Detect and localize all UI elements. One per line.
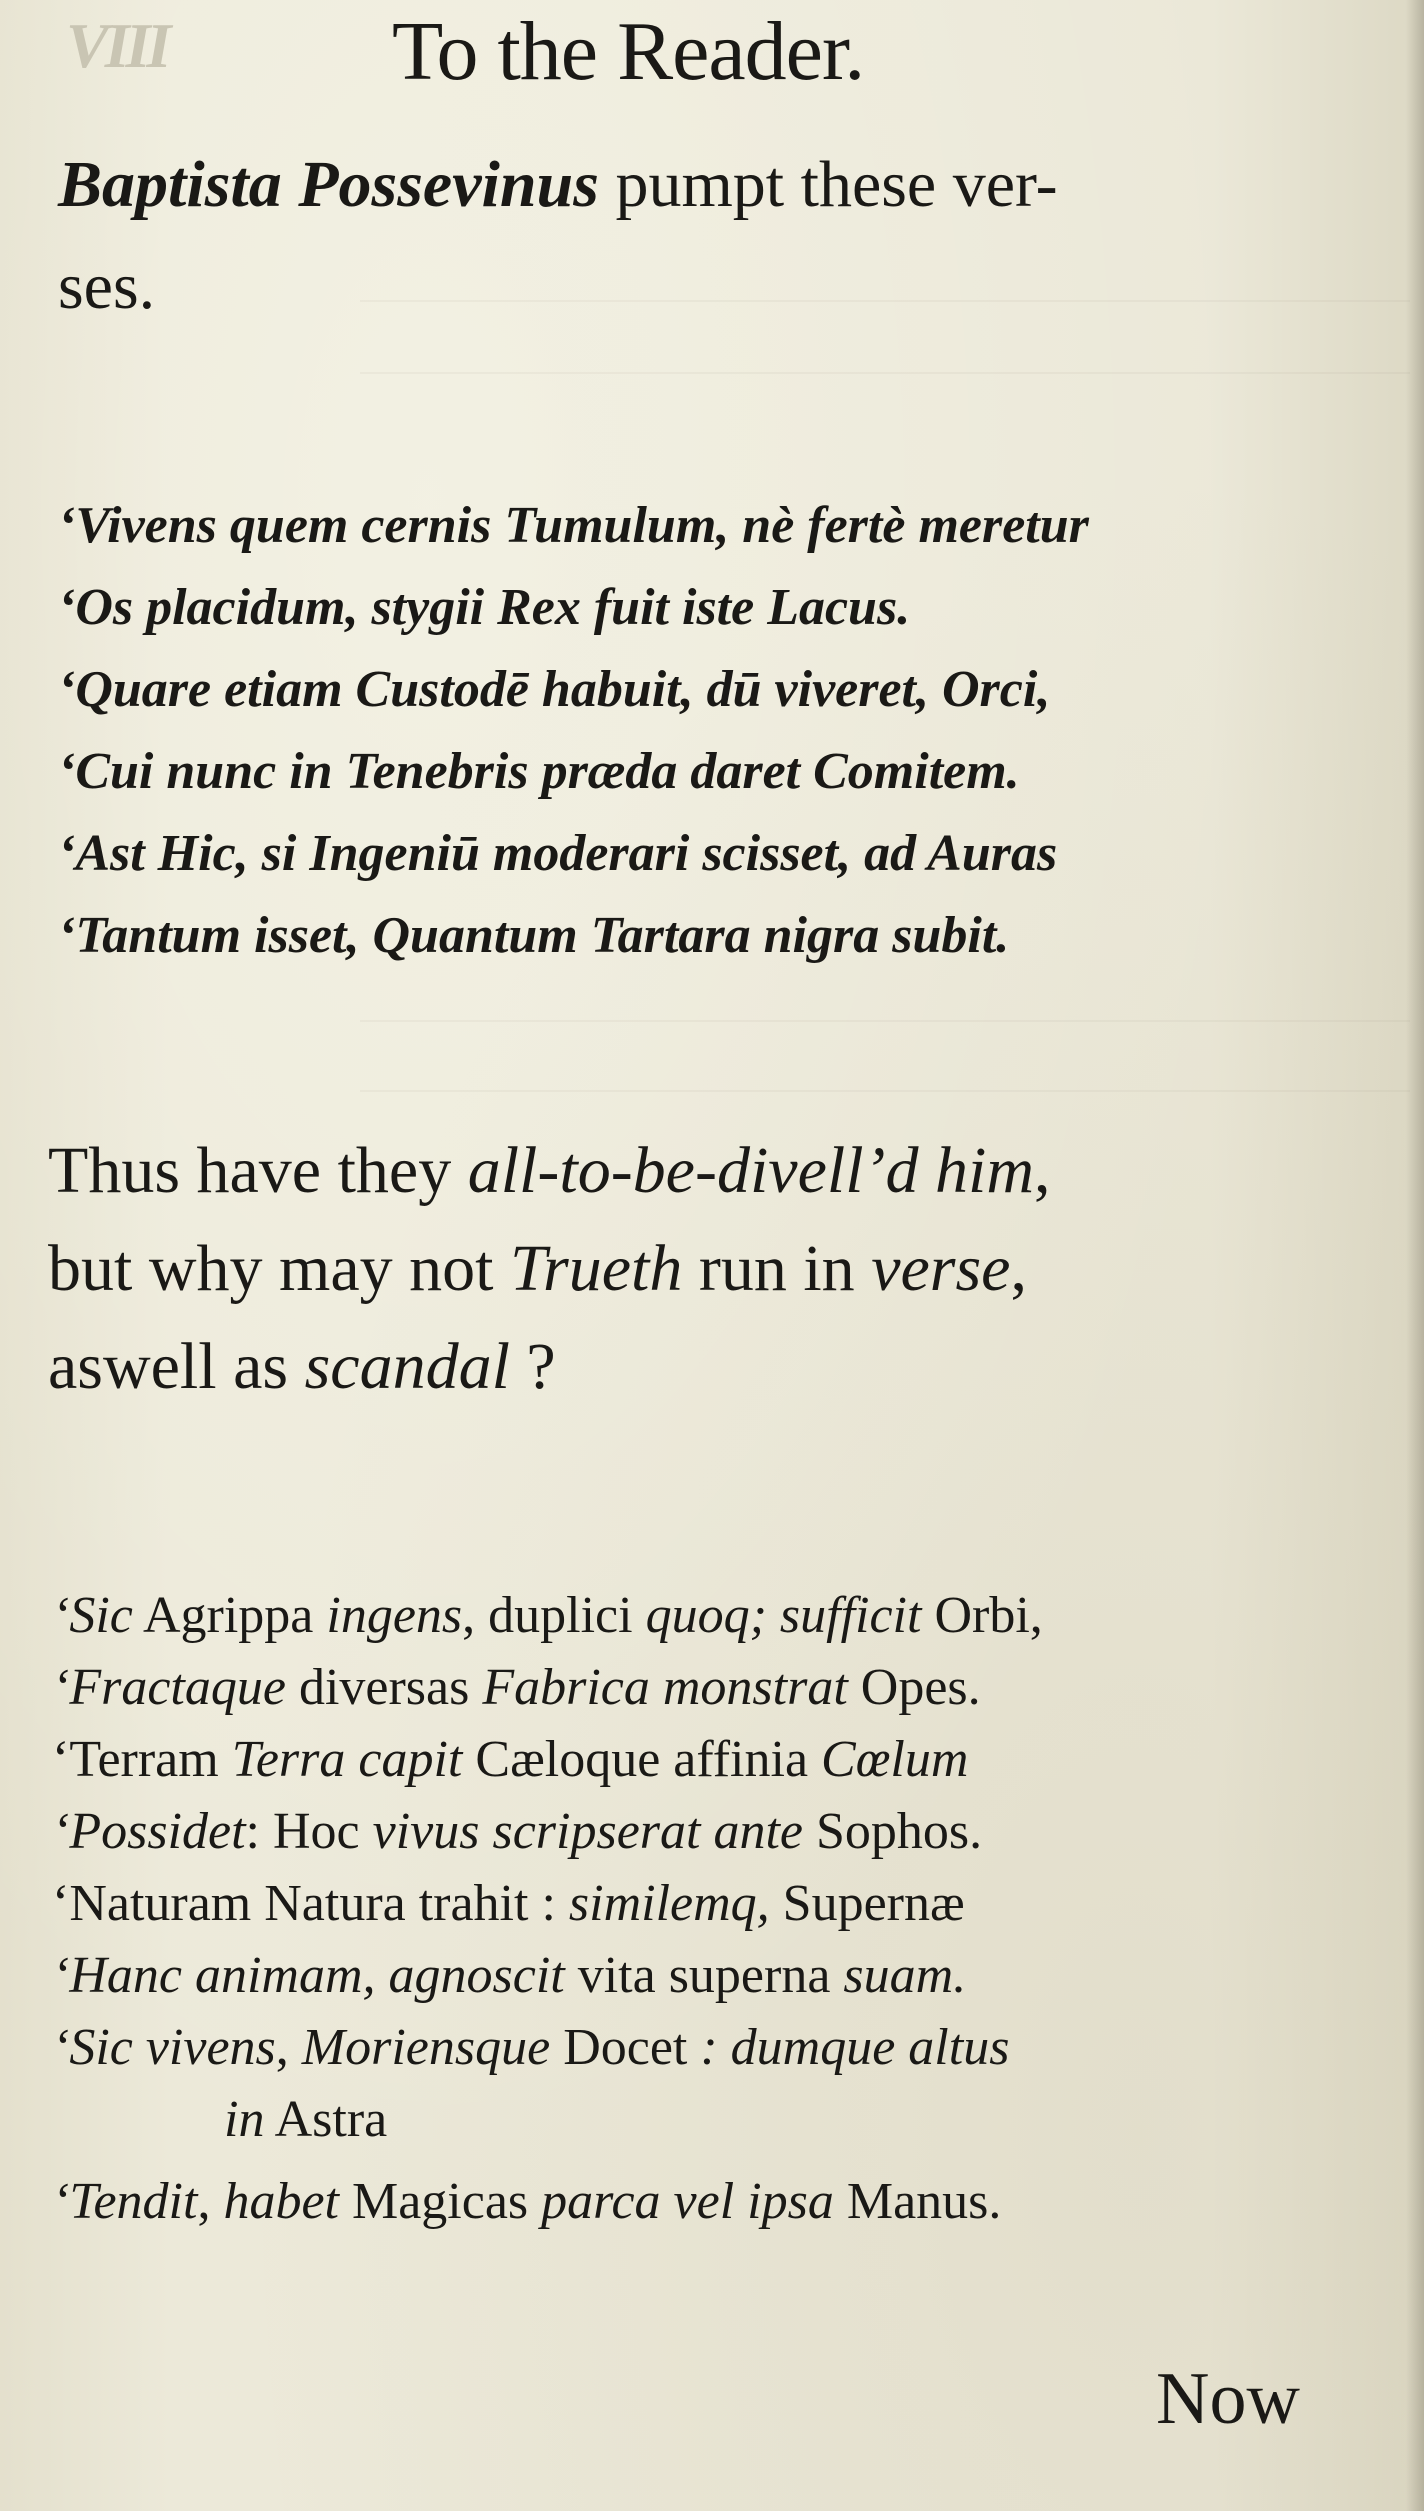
paragraph-line-1: Thus have they all-to-be-divell’d him,	[48, 1134, 1051, 1207]
verse-two-line: ‘Sic Agrippa ingens, duplici quoq; sufficit Orbi,	[52, 1587, 1043, 1644]
verse-two-line: ‘Naturam Natura trahit : similemq, Supernæ	[52, 1875, 965, 1932]
verse-two-line: in Astra	[224, 2091, 388, 2148]
page-edge-shadow	[1406, 0, 1424, 2511]
intro-line-1: Baptista Possevinus pumpt these ver-	[58, 148, 1058, 221]
show-through-line	[360, 1090, 1410, 1092]
show-through-line	[360, 300, 1410, 302]
verse-two-line: ‘Hanc animam, agnoscit vita superna suam.	[52, 1947, 967, 2004]
verse-one-line: ‘Os placidum, stygii Rex fuit iste Lacus.	[58, 579, 911, 636]
show-through-line	[360, 372, 1410, 374]
verse-two-line: ‘Possidet: Hoc vivus scripserat ante Sophos.	[52, 1803, 983, 1860]
paragraph-line-3: aswell as scandal ?	[48, 1330, 556, 1403]
author-name: Baptista Possevinus	[58, 148, 599, 221]
paragraph-line-2: but why may not Trueth run in verse,	[48, 1232, 1027, 1305]
verse-two-line: ‘Fractaque diversas Fabrica monstrat Opes.	[52, 1659, 981, 1716]
verse-one-line: ‘Quare etiam Custodē habuit, dū viveret, Orci,	[58, 661, 1051, 718]
catchword: Now	[1156, 2358, 1300, 2440]
running-title: To the Reader.	[392, 5, 865, 98]
verse-two-line: ‘Tendit, habet Magicas parca vel ipsa Manus.	[52, 2173, 1002, 2230]
verse-one-line: ‘Vivens quem cernis Tumulum, nè fertè meretur	[58, 497, 1089, 554]
verse-two-line: ‘Terram Terra capit Cæloque affinia Cœlum	[52, 1731, 969, 1788]
verse-one-line: ‘Tantum isset, Quantum Tartara nigra subit.	[58, 907, 1010, 964]
verse-one-line: ‘Ast Hic, si Ingeniū moderari scisset, ad Auras	[58, 825, 1058, 882]
verse-one-line: ‘Cui nunc in Tenebris præda daret Comitem.	[58, 743, 1020, 800]
verse-two-line: ‘Sic vivens, Moriensque Docet : dumque altus	[52, 2019, 1010, 2076]
signature-mark: VIII	[66, 10, 168, 81]
intro-line-2: ses.	[58, 250, 156, 323]
show-through-line	[360, 1020, 1410, 1022]
